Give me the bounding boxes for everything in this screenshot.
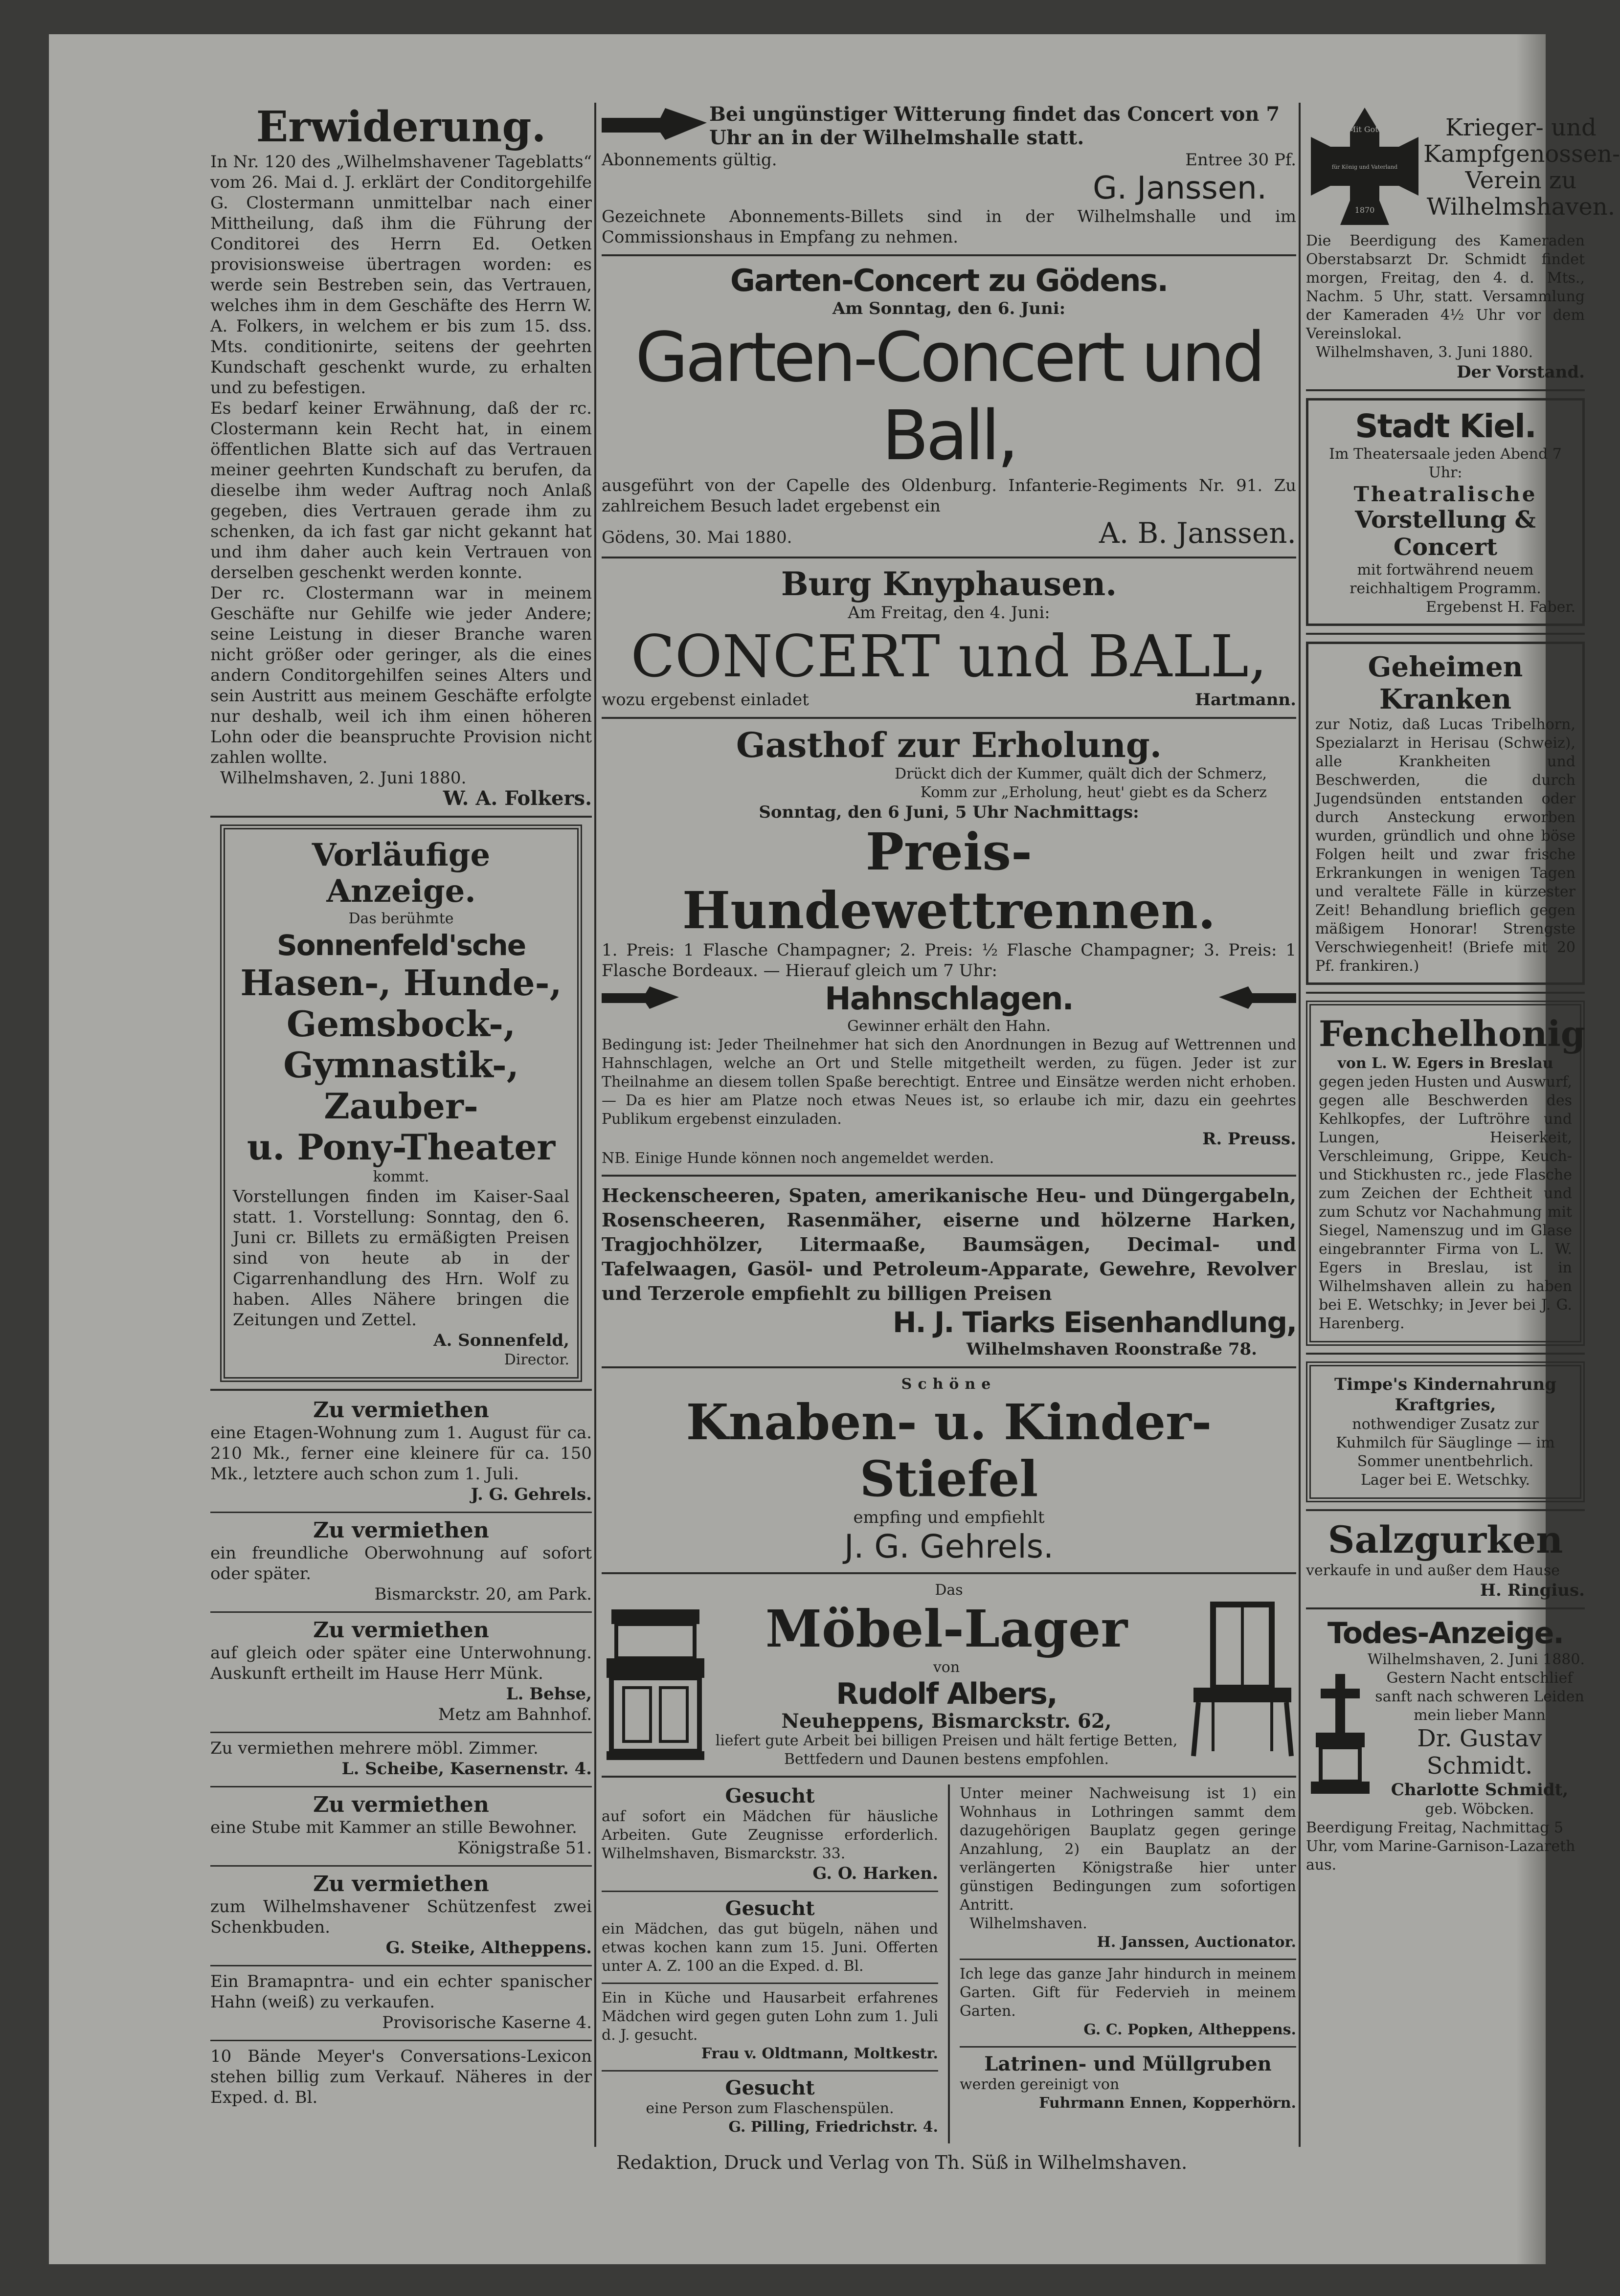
divider	[1306, 1607, 1585, 1609]
divider	[960, 2046, 1296, 2048]
ad-text: 10 Bände Meyer's Conversations-Lexicon stehen billig zum Verkauf. Näheres in der Exped. d. Bl.	[210, 2047, 592, 2107]
divider	[602, 717, 1296, 719]
ad-headline: Garten-Concert und Ball,	[635, 318, 1263, 476]
ad-gesucht-2	[602, 1897, 938, 1976]
divider	[210, 1865, 592, 1867]
ad-headline: Preis-Hundewettrennen.	[682, 822, 1216, 940]
divider	[602, 254, 1296, 256]
divider	[210, 1965, 592, 1966]
ad-signature: Bismarckstr. 20, am Park.	[374, 1584, 592, 1604]
ad-signature: Königstraße 51.	[457, 1838, 592, 1858]
ad-geheime-kranke	[1306, 642, 1585, 985]
ad-title: Zu vermiethen	[313, 1618, 489, 1643]
ad-title: Zu vermiethen	[313, 1518, 489, 1543]
divider	[210, 1786, 592, 1787]
ad-timpe	[1306, 1361, 1585, 1502]
ad-title: Gasthof zur Erholung.	[736, 725, 1162, 765]
divider	[1306, 1509, 1585, 1511]
ad-signature: G. C. Popken, Altheppens.	[1083, 2021, 1296, 2038]
ad-text: Schöne	[901, 1376, 997, 1393]
ad-janssen-auction	[960, 1784, 1296, 1952]
ad-knyphausen	[602, 565, 1296, 710]
ad-place: Wilhelmshaven, 3. Juni 1880.	[1316, 344, 1533, 361]
ad-vermiethen-3	[210, 1618, 592, 1725]
ad-text: empfing und empfiehlt	[853, 1508, 1045, 1527]
ad-signature: H. Janssen, Auctionator.	[1097, 1934, 1296, 1951]
ad-text: zum Wilhelmshavener Schützenfest zwei Schenkbuden.	[210, 1897, 592, 1937]
ad-headline: u. Pony-Theater	[247, 1126, 556, 1168]
ad-place: Gödens, 30. Mai 1880.	[602, 528, 792, 547]
ad-signature: Provisorische Kaserne 4.	[382, 2013, 592, 2032]
ad-text: eine Etagen-Wohnung zum 1. August für ca. 210 Mk., ferner eine kleinere für ca. 150 Mk., letztere auch schon zum 1. Juli.	[210, 1423, 592, 1484]
divider	[602, 1891, 938, 1892]
ad-title: Gesucht	[725, 1784, 815, 1807]
divider	[210, 1389, 592, 1391]
ad-signature-title: geb. Wöbcken.	[1425, 1801, 1534, 1818]
divider	[1306, 389, 1585, 391]
ad-hahn	[210, 1971, 592, 2033]
ad-headline: CONCERT und BALL,	[630, 623, 1267, 690]
ad-title: Geheimen Kranken	[1368, 651, 1523, 715]
ad-text: eine Stube mit Kammer an stille Bewohner.	[210, 1818, 577, 1837]
ad-headline: Möbel-Lager	[765, 1599, 1128, 1659]
ad-address: Neuheppens, Bismarckstr. 62,	[781, 1710, 1112, 1733]
ad-signature: J. G. Gehrels.	[471, 1485, 592, 1504]
ad-text: werden gereinigt von	[959, 2076, 1120, 2093]
ad-signature: Fuhrmann Ennen, Kopperhörn.	[1039, 2095, 1296, 2112]
ad-vermiethen-2	[210, 1518, 592, 1605]
ad-text: nothwendiger Zusatz zur Kuhmilch für Säuglinge — im Sommer unentbehrlich.	[1336, 1416, 1555, 1470]
ad-text: In Nr. 120 des „Wilhelmshavener Tageblatts“ vom 26. Mai d. J. erklärt der Conditorgehilfe G. Clostermann unmittelbar nach einer Mittheilung, daß ihm die Führung der Conditorei des Herrn Ed. Oetken provisionsweise übertragen worden: es werde sein Bestreben sein, das Vertrauen, welches ihm in dem Geschäfte des Herrn W. A. Folkers, in welchem er bis zum 15. dss. Mts. conditionirte, seitens der geehrten Kundschaft geschenkt wurde, zu erhalten und zu befestigen.	[210, 152, 592, 398]
ad-text: von	[933, 1659, 960, 1676]
ad-text: Die Beerdigung des Kameraden Oberstabsarzt Dr. Schmidt findet morgen, Freitag, den 4. d. Mts., Nachm. 5 Uhr, statt. Versammlung der Kameraden 4½ Uhr vor dem Vereinslokal.	[1306, 232, 1585, 342]
ad-place: Wilhelmshaven, 2. Juni 1880.	[1367, 1651, 1585, 1668]
ad-text: Der rc. Clostermann war in meinem Geschäfte nur Gehilfe wie jeder Andere; seine Leistung in dieser Branche waren nicht größer oder geringer, als die eines andern Conditorgehilfen seines Alters und sein Austritt aus meinem Geschäfte erfolgte nur deshalb, weil ich ihm einen höheren Lohn oder die beanspruchte Provision nicht zahlen wollte.	[210, 583, 592, 767]
ad-text: Im Theatersaale jeden Abend 7 Uhr:	[1329, 446, 1562, 481]
ad-text: ein freundliche Oberwohnung auf sofort oder später.	[210, 1543, 592, 1583]
ad-title: Burg Knyphausen.	[781, 565, 1117, 603]
divider	[602, 1776, 1296, 1778]
ad-name: Dr. Gustav Schmidt.	[1417, 1725, 1542, 1780]
ad-latrinen	[960, 2052, 1296, 2113]
cross-inscription-year: 1870	[1354, 205, 1375, 215]
column-left	[210, 103, 592, 2176]
ad-title: Timpe's Kindernahrung Kraftgries,	[1334, 1375, 1557, 1415]
ad-signature: H. J. Tiarks Eisenhandlung,	[893, 1306, 1296, 1339]
ad-signature: L. Behse,	[506, 1684, 592, 1704]
chair-illustration-icon	[1184, 1600, 1296, 1763]
ad-text: zur Notiz, daß Lucas Tribelhorn, Spezialarzt in Herisau (Schweiz), alle Krankheiten und Beschwerden, die durch Jugendsünden entstanden oder durch Ansteckung erworben wurden, gründlich und ohne böse Folgen heilt und zwar frische Erkrankungen in wenigen Tagen und veraltete Fälle in kürzester Zeit! Behandlung brieflich gegen mäßigem Honorar! Strengste Verschwiegenheit! (Briefe mit 20 Pf. frankiren.)	[1315, 716, 1575, 975]
ad-text: liefert gute Arbeit bei billigen Preisen und hält fertige Betten, Bettfedern und Daunen bestens empfohlen.	[715, 1732, 1178, 1768]
ad-date: Am Freitag, den 4. Juni:	[848, 603, 1050, 623]
ad-vermiethen-1	[210, 1398, 592, 1505]
ad-signature: G. Pilling, Friedrichstr. 4.	[728, 2118, 938, 2136]
ad-concert-janssen	[602, 103, 1296, 247]
ad-signature-address: Metz am Bahnhof.	[438, 1705, 592, 1724]
ad-signature: R. Preuss.	[1202, 1129, 1296, 1149]
ad-fenchelhonig	[1306, 1001, 1585, 1346]
ad-headline: Hasen-, Hunde-,	[240, 962, 562, 1003]
ad-vermiethen-4	[210, 1738, 592, 1779]
ad-text: gegen jeden Husten und Auswurf, gegen alle Beschwerden des Kehlkopfes, der Luftröhre und Lungen, Heiserkeit, Verschleimung, Grippe, Keuch- und Stickhusten rc., jede Flasche zum Zeichen der Echtheit und zum Schutz vor Nachahmung mit Siegel, Namenszug und im Glase eingebrannter Firma von L. W. Egers in Breslau, ist in Wilhelmshaven allein zu haben bei E. Wetschky; in Jever bei J. G. Harenberg.	[1319, 1073, 1572, 1332]
small-ads-right	[960, 1784, 1296, 2143]
ad-signature: G. O. Harken.	[812, 1864, 938, 1883]
ad-signature: L. Scheibe, Kasernenstr. 4.	[341, 1759, 592, 1779]
ad-signature: Lager bei E. Wetschky.	[1360, 1471, 1530, 1489]
ad-text: mit fortwährend neuem reichhaltigem Programm.	[1350, 561, 1541, 597]
ad-date: Am Sonntag, den 6. Juni:	[832, 299, 1066, 318]
ad-text: eine Person zum Flaschenspülen.	[646, 2100, 894, 2117]
ad-text: wozu ergebenst einladet	[602, 690, 809, 710]
ad-text: Bei ungünstiger Witterung findet das Concert von 7 Uhr an in der Wilhelmshalle statt.	[709, 103, 1280, 149]
ad-signature-title: Director.	[504, 1351, 569, 1368]
divider	[960, 1959, 1296, 1960]
cross-inscription-mid: für König und Vaterland	[1331, 164, 1398, 170]
ad-signature: A. Sonnenfeld,	[433, 1331, 569, 1350]
column-rule	[1299, 103, 1301, 2147]
column-middle	[602, 103, 1296, 2136]
ad-moebel	[602, 1581, 1296, 1769]
cross-inscription-top: Mit Gott	[1348, 125, 1382, 134]
ad-tiarks	[602, 1183, 1296, 1360]
divider	[210, 1732, 592, 1733]
ad-stiefel	[602, 1375, 1296, 1565]
column-rule	[594, 103, 596, 2147]
ad-text: 1. Preis: 1 Flasche Champagner; 2. Preis: ½ Flasche Champagner; 3. Preis: 1 Flasche Bordeaux. — Hierauf gleich um 7 Uhr:	[602, 940, 1296, 981]
ad-text: Unter meiner Nachweisung ist 1) ein Wohnhaus in Lothringen sammt dem dazugehörigen Bauplatz gegen geringe Anzahlung, 2) ein Bauplatz an der verlängerten Königstraße hier unter günstigen Bedingungen zum sofortigen Antritt.	[959, 1785, 1296, 1914]
ad-text: Ein in Küche und Hausarbeit erfahrenes Mädchen wird gegen guten Lohn zum 1. Juli d. J. gesucht.	[602, 1989, 938, 2044]
divider	[602, 1175, 1296, 1177]
ad-signature: Frau v. Oldtmann, Moltkestr.	[701, 2045, 938, 2062]
ad-title: Latrinen- und Müllgruben	[984, 2052, 1272, 2075]
ad-date: Sonntag, den 6 Juni, 5 Uhr Nachmittags:	[759, 802, 1139, 822]
divider	[602, 1572, 1296, 1574]
ad-headline: Theatralische	[1353, 482, 1537, 506]
ad-title: Vorläufige Anzeige.	[312, 837, 491, 910]
ad-signature: J. G. Gehrels.	[844, 1528, 1054, 1565]
pointing-hand-icon	[1218, 983, 1296, 1015]
ad-signature: Hartmann.	[1194, 690, 1296, 710]
ad-gesucht-3	[602, 1989, 938, 2063]
ad-title: Todes-Anzeige.	[1327, 1616, 1564, 1650]
ad-gesucht-1	[602, 1784, 938, 1884]
gravestone-cross-icon	[1306, 1669, 1374, 1819]
ad-verse: Komm zur „Erholung, heut' giebt es da Scherz	[920, 784, 1267, 801]
ad-title: Fenchelhonig	[1319, 1013, 1586, 1054]
ad-text: verkaufe in und außer dem Hause	[1306, 1562, 1560, 1579]
ad-title: Salzgurken	[1328, 1518, 1563, 1561]
column-rule	[948, 1784, 950, 2143]
ad-text: Bedingung ist: Jeder Theilnehmer hat sich den Anordnungen in Bezug auf Wettrennen und Hahnschlagen, welche an Ort und Stelle mitgetheilt werden, zu fügen. Jeder ist zur Theilnahme an diesem tollen Spaße berechtigt. Entree und Einsätze werden nicht erhoben. — Da es hier am Platze noch etwas Neues ist, so erlaube ich mir, dazu ein geehrtes Publikum ergebenst einzuladen.	[602, 1036, 1296, 1128]
ad-goedens	[602, 263, 1296, 550]
ad-text: auf sofort ein Mädchen für häusliche Arbeiten. Gute Zeugnisse erforderlich. Wilhelmshaven, Bismarckstr. 33.	[602, 1808, 938, 1862]
ad-signature: A. B. Janssen.	[1099, 516, 1296, 550]
iron-cross-icon	[1306, 103, 1423, 232]
ad-text: ein Mädchen, das gut bügeln, nähen und etwas kochen kann zum 15. Juni. Offerten unter A. Z. 100 an die Exped. d. Bl.	[602, 1920, 938, 1975]
ad-text: Es bedarf keiner Erwähnung, daß der rc. Clostermann kein Recht hat, in einem öffentlichen Blatte sich auf das Vertrauen meiner geehrten Kundschaft zu berufen, da dieselbe ihm weder Auftrag noch Anlaß gegeben, dies Vertrauen gerade ihm zu schenken, da ich fast gar nicht gekannt hat und ihm daher auch kein Vertrauen von derselben geschenkt werden konnte.	[210, 399, 592, 582]
small-ads-left	[602, 1784, 938, 2143]
ad-text: auf gleich oder später eine Unterwohnung. Auskunft ertheilt im Hause Herr Münk.	[210, 1643, 592, 1683]
ad-title: Stadt Kiel.	[1355, 407, 1536, 445]
ad-headline: Gemsbock-, Gymnastik-, Zauber-	[283, 1003, 519, 1127]
divider	[210, 2040, 592, 2041]
ad-text: Das	[935, 1582, 963, 1599]
ad-signature: Charlotte Schmidt,	[1391, 1780, 1569, 1800]
ad-todes-anzeige	[1306, 1616, 1585, 1874]
divider	[602, 557, 1296, 558]
ad-headline: Hahnschlagen.	[825, 981, 1073, 1017]
ad-text: Vorstellungen finden im Kaiser-Saal statt. 1. Vorstellung: Sonntag, den 6. Juni cr. Billets zu ermäßigten Preisen sind von heute ab in der Cigarrenhandlung des Hrn. Wolf zu haben. Alles Nähere bringen die Zeitungen und Zettel.	[233, 1187, 569, 1330]
ad-title: Zu vermiethen	[313, 1792, 489, 1817]
ad-vermiethen-5	[210, 1792, 592, 1858]
ad-text: kommt.	[373, 1168, 429, 1185]
ad-place: Wilhelmshaven, 2. Juni 1880.	[220, 768, 467, 788]
column-right	[1306, 103, 1620, 2176]
ad-signature: Der Vorstand.	[1457, 362, 1585, 382]
cabinet-illustration-icon	[602, 1600, 709, 1763]
ad-text: ausgeführt von der Capelle des Oldenburg. Infanterie-Regiments Nr. 91. Zu zahlreichem Besuch ladet ergebenst ein	[602, 476, 1296, 516]
divider	[602, 2070, 938, 2072]
ad-text: Beerdigung Freitag, Nachmittag 5 Uhr, vom Marine-Garnison-Lazareth aus.	[1306, 1819, 1575, 1873]
pointing-hand-icon	[602, 983, 680, 1015]
ad-signature: W. A. Folkers.	[443, 787, 592, 810]
newspaper-page	[49, 34, 1620, 2264]
ad-headline: Knaben- u. Kinder-Stiefel	[686, 1393, 1212, 1508]
ad-gesucht-4	[602, 2076, 938, 2137]
divider	[1306, 1353, 1585, 1355]
divider	[1306, 633, 1585, 635]
ad-text: Zu vermiethen mehrere möbl. Zimmer.	[210, 1739, 539, 1758]
ad-signature-address: Wilhelmshaven Roonstraße 78.	[966, 1339, 1257, 1359]
pointing-hand-icon	[602, 103, 709, 149]
ad-erholung	[602, 726, 1296, 1168]
ad-text: Ein Bramapntra- und ein echter spanischer Hahn (weiß) zu verkaufen.	[210, 1972, 592, 2012]
ad-title: Gesucht	[725, 2076, 815, 2099]
divider	[210, 1512, 592, 1513]
ad-subtitle: von L. W. Egers in Breslau	[1337, 1055, 1553, 1072]
divider	[602, 1366, 1296, 1368]
ad-name: Rudolf Albers,	[836, 1677, 1057, 1711]
ad-title: Erwiderung.	[256, 102, 546, 152]
ad-lexicon	[210, 2046, 592, 2108]
ad-title: Zu vermiethen	[313, 1872, 489, 1896]
divider	[210, 1611, 592, 1613]
ad-sonnenfeld	[220, 825, 582, 1382]
ad-text: Heckenscheeren, Spaten, amerikanische Heu- und Düngergabeln, Rosenscheeren, Rasenmäher, eiserne und hölzerne Harken, Tragjochhölzer, Litermaaße, Baumsägen, Decimal- und Tafelwaagen, Gasöl- und Petroleum-Apparate, Gewehre, Revolver und Terzerole empfiehlt zu billigen Preisen	[602, 1184, 1296, 1304]
ad-signature: H. Ringius.	[1480, 1581, 1585, 1600]
divider	[210, 816, 592, 818]
ad-signature: Ergebenst H. Faber.	[1426, 599, 1575, 616]
ad-title: Garten-Concert zu Gödens.	[730, 263, 1168, 298]
ad-vermiethen-6	[210, 1872, 592, 1958]
ad-name: Sonnenfeld'sche	[276, 929, 526, 962]
ad-popken	[960, 1965, 1296, 2039]
ad-signature: G. Janssen.	[1093, 170, 1267, 206]
ad-text: Das berühmte	[348, 910, 454, 927]
ad-salzgurken	[1306, 1518, 1585, 1601]
ad-place: Wilhelmshaven.	[969, 1915, 1087, 1932]
ad-text: Gezeichnete Abonnements-Billets sind in der Wilhelmshalle und im Commissionshaus in Empfang zu nehmen.	[602, 207, 1296, 247]
ad-text: Gewinner erhält den Hahn.	[847, 1018, 1051, 1035]
ad-title: Zu vermiethen	[313, 1398, 489, 1423]
ad-title: Krieger- und Kampfgenossen-Verein zu Wilhelmshaven.	[1423, 114, 1620, 221]
small-ads-grid	[602, 1784, 1296, 2143]
ad-stadt-kiel	[1306, 398, 1585, 626]
ad-text: Abonnements gültig.	[602, 150, 777, 170]
ad-verse: Drückt dich der Kummer, quält dich der Schmerz,	[895, 765, 1267, 782]
ad-headline: Vorstellung & Concert	[1355, 506, 1536, 561]
divider	[602, 1983, 938, 1984]
ad-price: Entree 30 Pf.	[1185, 150, 1296, 170]
ad-krieger-verein	[1306, 103, 1620, 382]
ad-erwiderung	[210, 103, 592, 809]
ad-title: Gesucht	[725, 1897, 815, 1920]
ad-note: NB. Einige Hunde können noch angemeldet werden.	[602, 1150, 994, 1167]
imprint-footer: Redaktion, Druck und Verlag von Th. Süß in Wilhelmshaven.	[616, 2152, 1188, 2173]
ad-signature: G. Steike, Altheppens.	[385, 1938, 592, 1958]
ad-text: Ich lege das ganze Jahr hindurch in meinem Garten. Gift für Federvieh in meinem Garten.	[959, 1965, 1296, 2020]
divider	[1306, 992, 1585, 994]
ad-text: Gestern Nacht entschlief sanft nach schweren Leiden mein lieber Mann	[1375, 1670, 1584, 1724]
